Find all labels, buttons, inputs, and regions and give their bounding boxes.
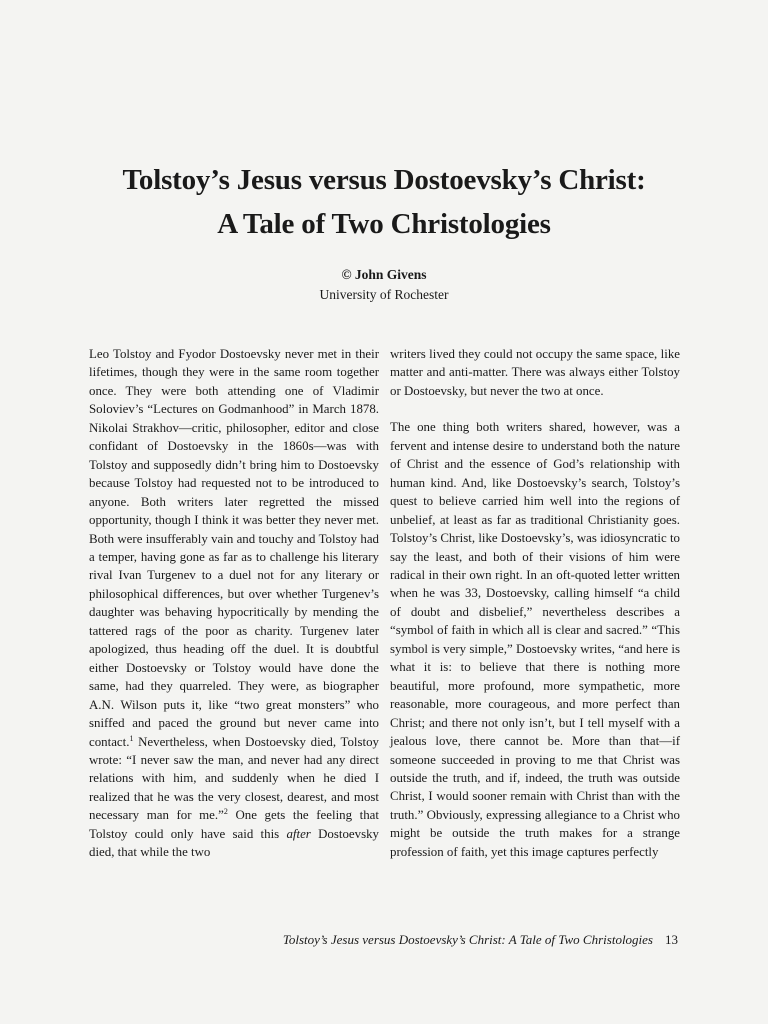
left-column [89,345,379,862]
title-line-2: A Tale of Two Christologies [217,208,551,240]
paragraph: The one thing both writers shared, however, was a fervent and intense desire to understand both the nature of Christ and the essence of God’s relationship with human kind. And, like Dostoevsky’s search, Tolstoy’s quest to believe carried him well into the regions of unbelief, at least as far as traditional Christianity goes. Tolstoy’s Christ, like Dostoevsky’s, was idiosyncratic to say the least, and both of their visions of him were radical in their own right. In an oft-quoted letter written when he was 33, Dostoevsky, calling himself “a child of doubt and disbelief,” nevertheless describes a “symbol of faith in which all is clear and sacred.” “This symbol is very simple,” Dostoevsky writes, “and here is what it is: to believe that there is nothing more beautiful, more profound, more sympathetic, more reasonable, more courageous, and more perfect than Christ; and there not only isn’t, but I tell myself with a jealous love, there cannot be. More than that—if someone succeeded in proving to me that Christ was outside the truth, and if, indeed, the truth was outside Christ, I would sooner remain with Christ than with the truth.” Obviously, expressing allegiance to a Christ who might be outside the truth makes for a strange profession of faith, yet this image captures perfectly [390,420,680,859]
page-footer [283,931,678,949]
paragraph [89,345,379,862]
author-name: © John Givens [341,267,427,282]
footnote-marker: 2 [223,807,228,817]
article-title [0,158,768,246]
footnote-marker: 1 [129,733,134,743]
right-column [390,345,680,861]
running-title: Tolstoy’s Jesus versus Dostoevsky’s Christ: A Tale of Two Christologies [282,932,653,947]
body-text: One gets the feeling that Tolstoy could only have said this [89,808,379,841]
author-affiliation: University of Rochester [319,287,449,302]
body-text: Leo Tolstoy and Fyodor Dostoevsky never met in their lifetimes, though they were in the same room together once. They were both attending one of Vladimir Soloviev’s “Lectures on Godmanhood” in March 1878. Nikolai Strakhov—critic, philosopher, editor and close confidant of Dostoevsky in the 1860s—was with Tolstoy and supposedly didn’t bring him to Dostoevsky because Tolstoy had requested not to be introduced to anyone. Both writers later regretted the missed opportunity, though I think it was better they never met. Both were insufferably vain and touchy and Tolstoy had a temper, having gone as far as to challenge his literary rival Ivan Turgenev to a duel not for any literary or philosophical differences, but over whether Turgenev’s daughter was behaving hypocritically by mending the tattered rags of the poor as charity. Turgenev later apologized, thus heading off the duel. It is doubtful either Dostoevsky or Tolstoy would have done the same, had they quarreled. They were, as biographer A.N. Wilson puts it, like “two great monsters” who sniffed and paced the ground but never came into contact. [89,347,379,749]
body-text: Nevertheless, when Dostoevsky died, Tolstoy wrote: “I never saw the man, and never had any direct relations with him, and suddenly when he died I realized that he was the very closest, dearest, and most necessary man for me.” [89,734,379,823]
title-line-1: Tolstoy’s Jesus versus Dostoevsky’s Christ: [122,164,646,196]
body-text: Dostoevsky died, that while the two [89,826,379,860]
page-number: 13 [665,932,678,947]
paragraph: writers lived they could not occupy the same space, like matter and anti-matter. There was always either Tolstoy or Dostoevsky, but never the two at once. [390,347,680,398]
byline [0,265,768,305]
emphasis-text: after [286,826,311,841]
